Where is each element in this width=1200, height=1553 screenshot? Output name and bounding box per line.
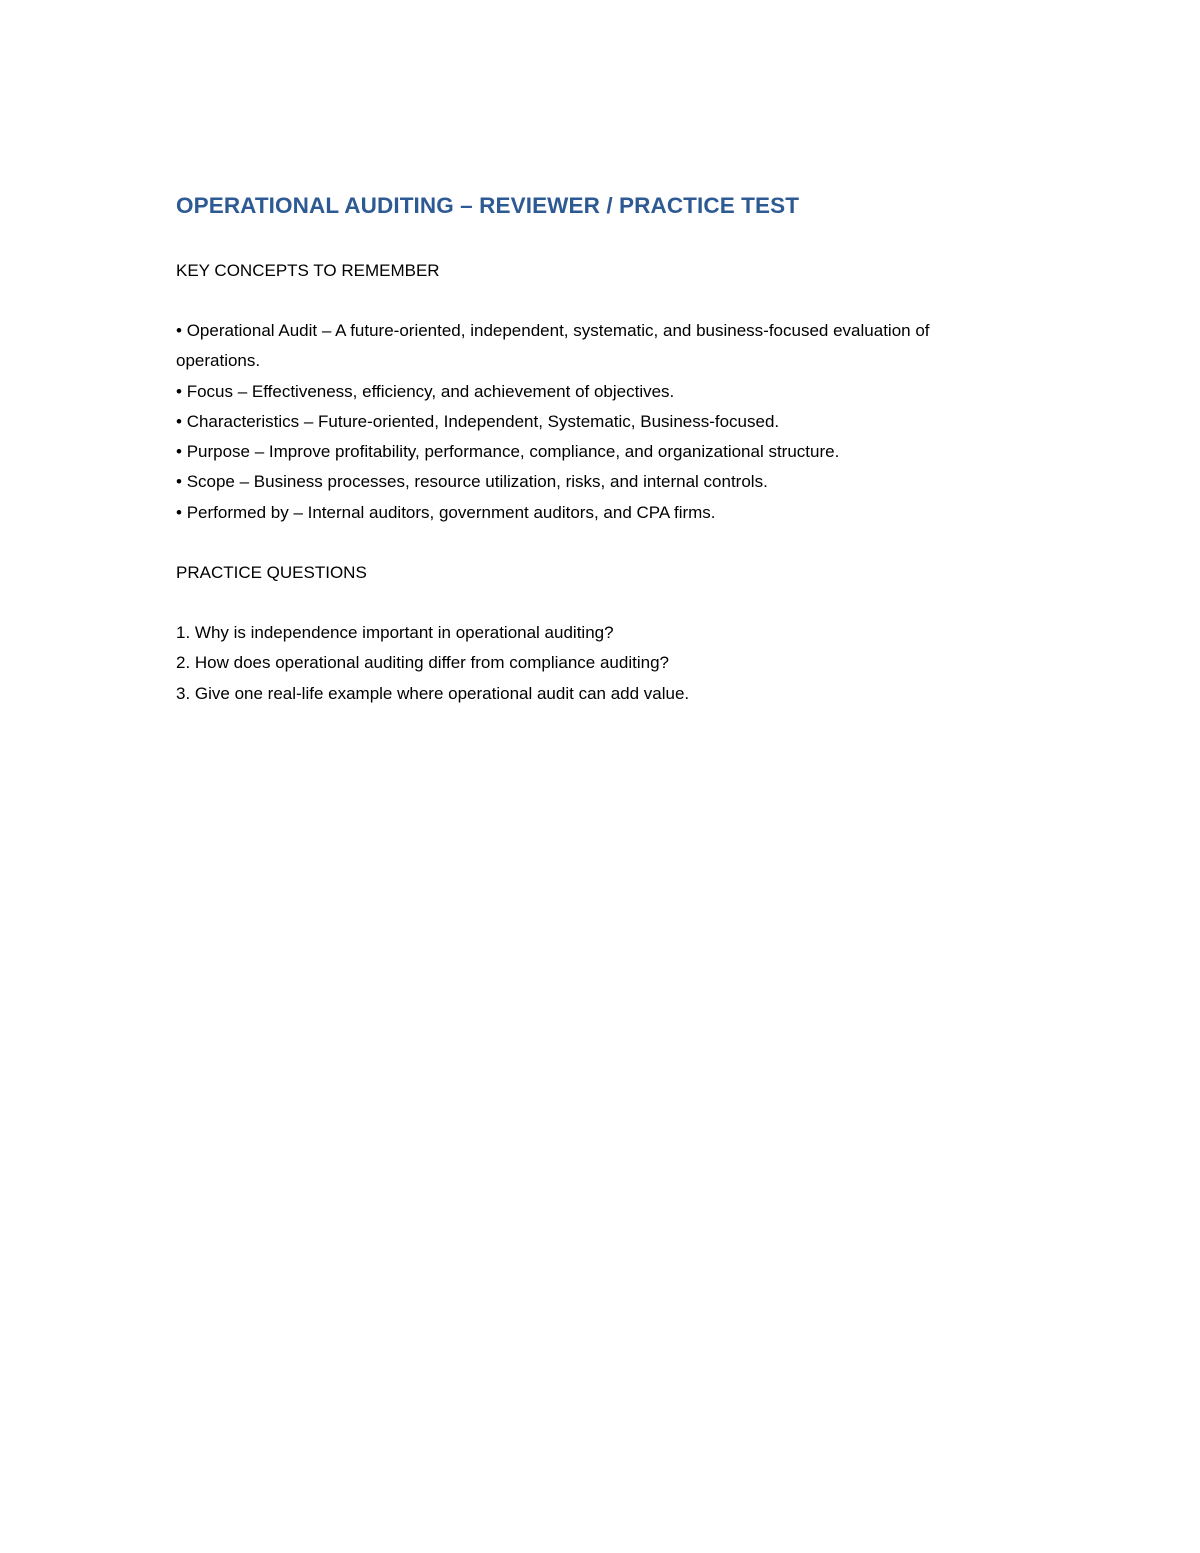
bullet-icon: • bbox=[176, 321, 182, 340]
list-item bbox=[176, 316, 956, 377]
bullet-icon: • bbox=[176, 502, 182, 522]
bullet-icon: • bbox=[176, 442, 182, 462]
practice-questions-list bbox=[176, 618, 1026, 709]
bullet-icon: • bbox=[176, 411, 182, 431]
key-concepts-list bbox=[176, 316, 1026, 528]
key-concepts-heading: KEY CONCEPTS TO REMEMBER bbox=[176, 261, 440, 280]
bullet-icon: • bbox=[176, 472, 182, 492]
key-concept-text: Purpose – Improve profitability, performance, compliance, and organizational structure. bbox=[186, 442, 840, 462]
list-item bbox=[176, 498, 1026, 528]
question-item: 3. Give one real-life example where operational audit can add value. bbox=[176, 683, 690, 703]
key-concept-text: Operational Audit – A future-oriented, independent, systematic, and business-focused evaluation of operations. bbox=[176, 321, 930, 371]
practice-questions-heading: PRACTICE QUESTIONS bbox=[176, 563, 367, 583]
key-concept-text: Characteristics – Future-oriented, Independent, Systematic, Business-focused. bbox=[186, 411, 780, 431]
question-item: 1. Why is independence important in operational auditing? bbox=[176, 623, 614, 643]
question-item: 2. How does operational auditing differ from compliance auditing? bbox=[176, 653, 669, 673]
list-item bbox=[176, 437, 1026, 467]
list-item bbox=[176, 467, 1026, 497]
bullet-icon: • bbox=[176, 381, 182, 401]
document-title: OPERATIONAL AUDITING – REVIEWER / PRACTICE TEST bbox=[176, 193, 800, 218]
document-body bbox=[176, 191, 1026, 709]
key-concept-text: Performed by – Internal auditors, government auditors, and CPA firms. bbox=[186, 502, 716, 522]
list-item bbox=[176, 407, 1026, 437]
key-concept-text: Scope – Business processes, resource utilization, risks, and internal controls. bbox=[186, 472, 768, 492]
list-item bbox=[176, 377, 1026, 407]
key-concept-text: Focus – Effectiveness, efficiency, and achievement of objectives. bbox=[186, 381, 675, 401]
